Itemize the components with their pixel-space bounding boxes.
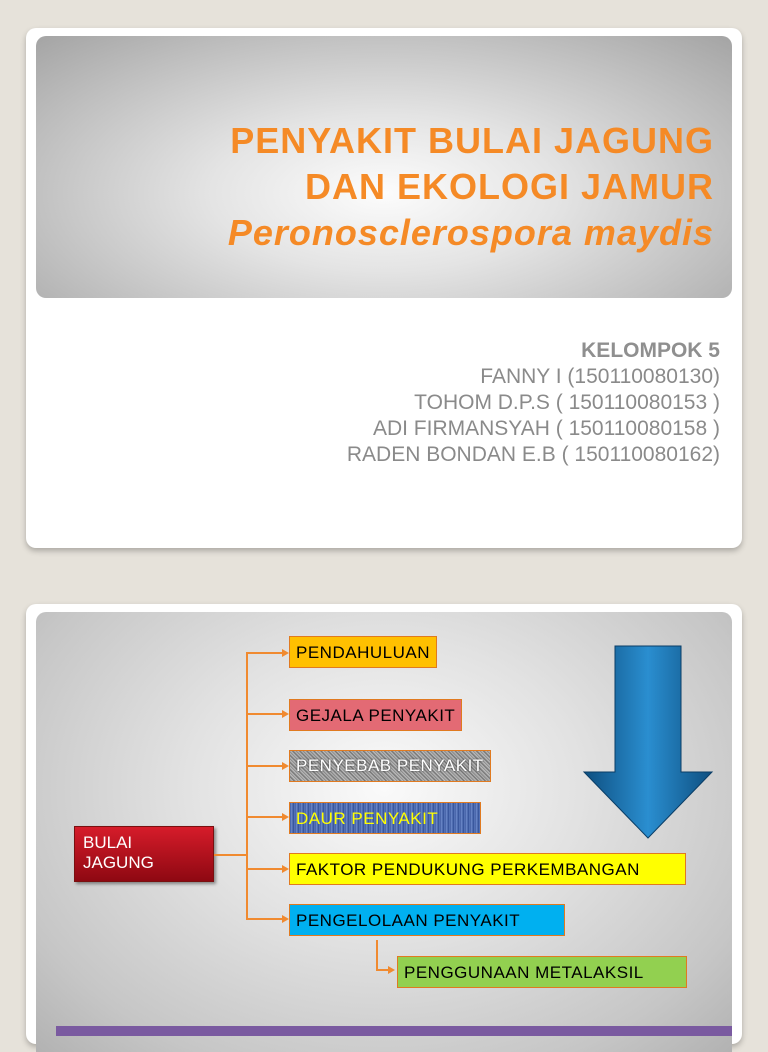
item-label: DAUR PENYAKIT	[296, 809, 439, 828]
connector-6	[246, 918, 286, 920]
arrowhead-6	[282, 915, 289, 923]
member-2: TOHOM D.P.S ( 150110080153 )	[414, 391, 720, 414]
arrowhead-5	[282, 865, 289, 873]
member-1: FANNY I (150110080130)	[480, 365, 720, 388]
item-label: GEJALA PENYAKIT	[296, 706, 456, 725]
title-line-1: PENYAKIT BULAI JAGUNG	[230, 120, 714, 161]
item-penyebab-penyakit	[289, 750, 491, 782]
item-label: FAKTOR PENDUKUNG PERKEMBANGAN	[296, 860, 640, 879]
group-members	[347, 338, 720, 468]
title-slide[interactable]	[26, 28, 742, 548]
item-faktor-pendukung	[289, 853, 686, 885]
diagram-background	[36, 612, 732, 1052]
title-line-3: Peronosclerospora maydis	[227, 212, 714, 253]
connector-sub-vertical	[376, 940, 378, 970]
slide-title	[114, 118, 714, 256]
item-daur-penyakit	[289, 802, 481, 834]
item-pengelolaan-penyakit	[289, 904, 565, 936]
member-3: ADI FIRMANSYAH ( 150110080158 )	[372, 417, 720, 440]
item-label: PENGELOLAAN PENYAKIT	[296, 911, 521, 930]
group-name: KELOMPOK 5	[581, 339, 720, 362]
item-label: PENYEBAB PENYAKIT	[296, 756, 484, 775]
member-4: RADEN BONDAN E.B ( 150110080162)	[346, 443, 720, 466]
title-line-2: DAN EKOLOGI JAMUR	[304, 166, 714, 207]
outline-slide[interactable]	[26, 604, 742, 1044]
connector-5	[246, 868, 286, 870]
bottom-bar	[56, 1026, 732, 1036]
item-gejala-penyakit	[289, 699, 462, 731]
connector-4	[246, 816, 286, 818]
arrowhead-sub	[388, 966, 395, 974]
item-label: PENDAHULUAN	[296, 643, 430, 662]
connector-2	[246, 713, 286, 715]
item-label: PENGGUNAAN METALAKSIL	[404, 963, 644, 982]
arrowhead-3	[282, 762, 289, 770]
root-box	[74, 826, 214, 882]
arrowhead-1	[282, 649, 289, 657]
connector-1	[246, 652, 286, 654]
down-arrow-icon	[582, 644, 714, 840]
arrowhead-4	[282, 813, 289, 821]
root-label: BULAI JAGUNG	[83, 833, 154, 872]
item-penggunaan-metalaksil	[397, 956, 687, 988]
connector-vertical-trunk	[246, 652, 248, 920]
connector-3	[246, 765, 286, 767]
connector-horizontal-root	[214, 854, 246, 856]
arrowhead-2	[282, 710, 289, 718]
item-pendahuluan	[289, 636, 437, 668]
